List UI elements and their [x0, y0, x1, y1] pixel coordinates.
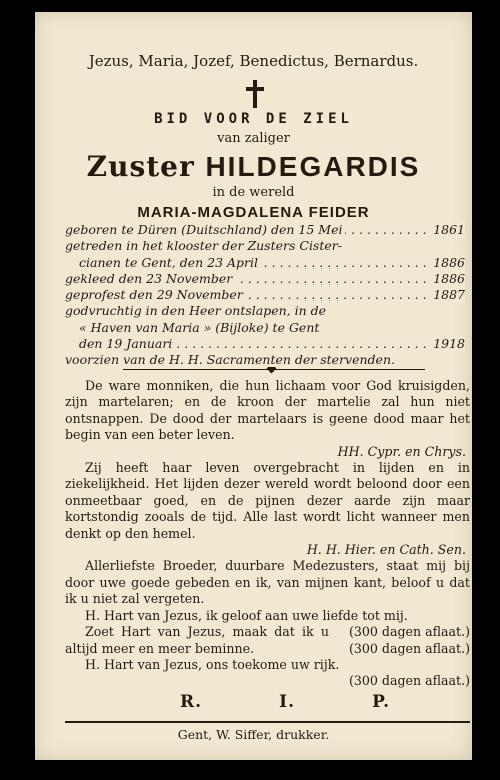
biography-year: 1887 — [429, 287, 465, 303]
deceased-name — [35, 150, 472, 183]
biography-line — [65, 287, 465, 303]
biography-year: 1886 — [429, 271, 465, 287]
biography-line — [65, 336, 465, 352]
quote-suffering: Zij heeft haar leven overgebracht in lijden en in ziekelijkheid. Het lijden dezer wereld wordt beloond door een onmeetbaar goed, en de pijnen dezer aarde zijn maar kortstondig zooals de tijd. Alle last wordt licht wanneer men denkt op den hemel. — [65, 460, 470, 541]
divider — [123, 369, 425, 370]
rip-p: P. — [372, 692, 390, 712]
indulgence-2: (300 dagen aflaat.) — [348, 640, 470, 656]
biography-year: 1918 — [429, 336, 465, 352]
van-zaliger-label: van zaliger — [217, 131, 290, 146]
indulgence-3: (300 dagen aflaat.) — [348, 673, 470, 689]
printer-credit: Gent, W. Siffer, drukker. — [177, 727, 330, 742]
ejaculation-1: H. Hart van Jezus, ik geloof aan uwe liefde tot mij. (300 dagen aflaat.) — [85, 607, 470, 640]
birth-name: MARIA-MAGDALENA FEIDER — [137, 204, 370, 221]
biography-text: voorzien van de H. H. Sacramenten der stervenden. — [65, 352, 398, 367]
quote-suffering-attribution: H. H. Hier. en Cath. Sen. — [306, 542, 466, 558]
biography-list — [65, 222, 465, 369]
rip-letters — [180, 692, 390, 712]
ejaculation-3: H. Hart van Jezus, ons toekome uw rijk. (300 dagen aflaat.) — [85, 656, 470, 689]
name-main: HILDEGARDIS — [205, 151, 421, 182]
biography-line — [65, 271, 465, 287]
in-de-wereld-label: in de wereld — [212, 185, 295, 200]
quote-martyrs: De ware monniken, die hun lichaam voor God kruisigden, zijn martelaren; en de kroon der martelie zal hun niet ontsnappen. De dood der martelaars is geene dood maar het begin van een beter leven. — [65, 378, 470, 443]
saints-invocation: Jezus, Maria, Jozef, Benedictus, Bernardus. — [88, 52, 419, 70]
cross-icon — [245, 80, 265, 108]
biography-year: 1886 — [429, 255, 465, 271]
biography-text: den 19 Januari — [65, 336, 175, 351]
biography-text: « Haven van Maria » (Bijloke) te Gent — [65, 320, 322, 335]
biography-line — [65, 303, 465, 319]
biography-line — [65, 352, 465, 368]
biography-text: godvruchtig in den Heer ontslapen, in de — [65, 303, 329, 318]
prayer-heading: BID VOOR DE ZIEL — [154, 111, 353, 127]
ejaculation-2: Zoet Hart van Jezus, maak dat ik u altijd meer en meer beminne. (300 dagen aflaat.) — [65, 624, 470, 656]
indulgence-1: (300 dagen aflaat.) — [348, 624, 470, 640]
biography-text: geprofest den 29 November — [65, 287, 246, 302]
biography-text: geboren te Düren (Duitschland) den 15 Mei — [65, 222, 345, 237]
rip-r: R. — [180, 692, 203, 712]
biography-text: gekleed den 23 November — [65, 271, 235, 286]
rip-i: I. — [279, 692, 296, 712]
quote-martyrs-attribution: HH. Cypr. en Chrys. — [337, 443, 466, 459]
request-prayers: Allerliefste Broeder, duurbare Medezusters, staat mij bij door uwe goede gebeden en ik, van mijnen kant, beloof u dat ik u niet zal vergeten. — [65, 558, 470, 607]
biography-text: cianen te Gent, den 23 April — [65, 255, 261, 270]
name-prefix: Zuster — [86, 150, 195, 183]
prose-block — [65, 378, 470, 690]
biography-year: 1861 — [429, 222, 465, 238]
biography-line — [65, 222, 465, 238]
biography-line — [65, 255, 465, 271]
biography-line — [65, 238, 465, 254]
biography-text: getreden in het klooster der Zusters Cister- — [65, 238, 345, 253]
memorial-card — [35, 12, 472, 760]
footer-rule — [65, 721, 470, 723]
biography-line — [65, 320, 465, 336]
